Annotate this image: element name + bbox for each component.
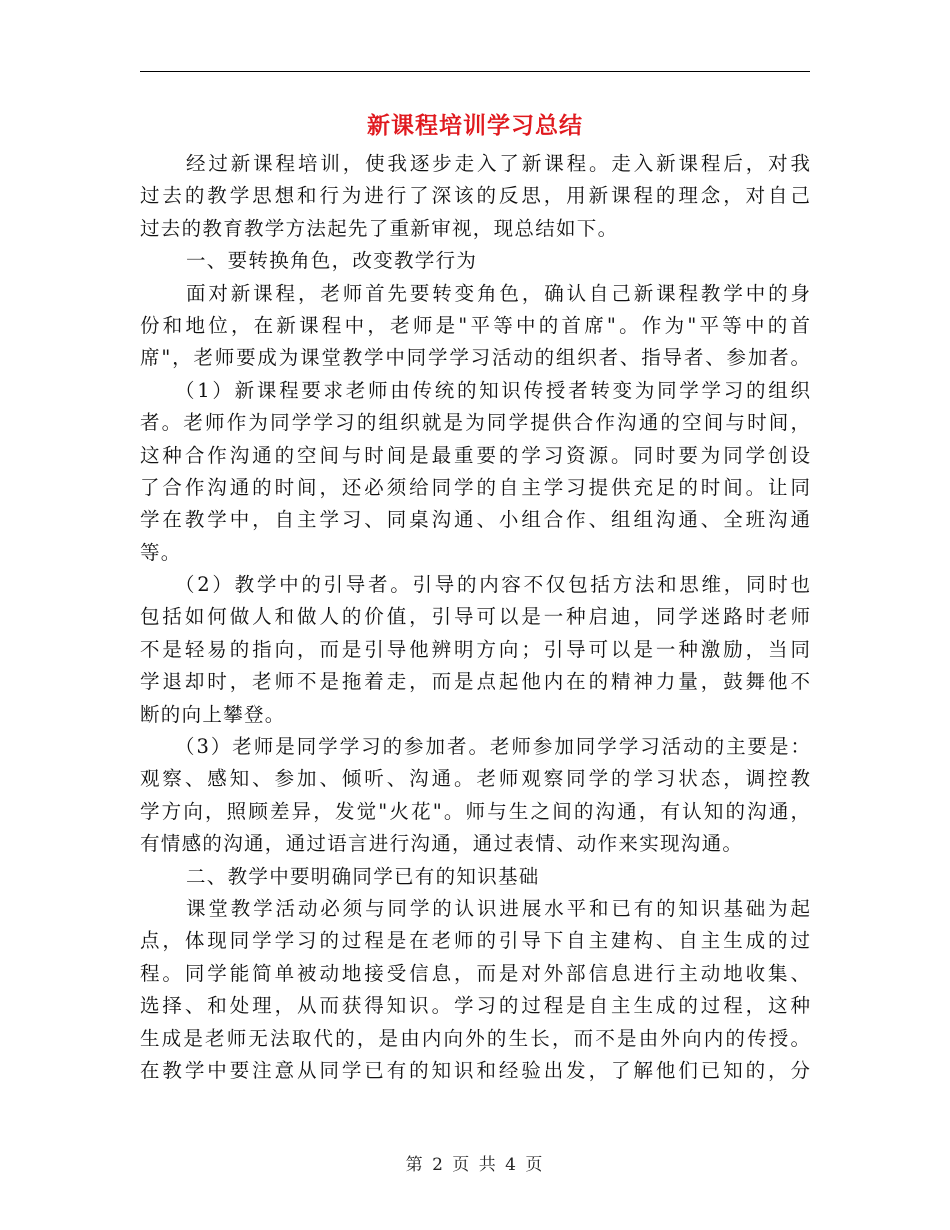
text-line: 程。同学能简单被动地接受信息，而是对外部信息进行主动地收集、 (140, 961, 810, 985)
page-number: 第 2 页 共 4 页 (405, 1155, 545, 1175)
text-line: 生成是老师无法取代的，是由内向外的生长，而不是由外向内的传授。 (140, 1026, 810, 1050)
text-line: 有情感的沟通，通过语言进行沟通，通过表情、动作来实现沟通。 (140, 832, 744, 856)
text-line: （2）教学中的引导者。引导的内容不仅包括方法和思维，同时也 (175, 573, 810, 597)
text-line: 过去的教育教学方法起先了重新审视，现总结如下。 (140, 216, 619, 240)
text-line: 观察、感知、参加、倾听、沟通。老师观察同学的学习状态，调控教 (140, 767, 810, 791)
header-rule (140, 71, 810, 72)
text-line: （3）老师是同学学习的参加者。老师参加同学学习活动的主要是： (175, 735, 810, 759)
text-line: 等。 (140, 540, 182, 564)
text-line: 点，体现同学学习的过程是在老师的引导下自主建构、自主生成的过 (140, 929, 810, 953)
section-heading: 二、教学中要明确同学已有的知识基础 (186, 864, 540, 888)
text-line: 不是轻易的指向，而是引导他辨明方向；引导可以是一种激励，当同 (140, 637, 810, 661)
text-line: 了合作沟通的时间，还必须给同学的自主学习提供充足的时间。让同 (140, 475, 810, 499)
text-line: 包括如何做人和做人的价值，引导可以是一种启迪，同学迷路时老师 (140, 605, 810, 629)
document-title: 新课程培训学习总结 (367, 112, 583, 139)
text-line: 课堂教学活动必须与同学的认识进展水平和已有的知识基础为起 (186, 896, 810, 920)
text-line: 选择、和处理，从而获得知识。学习的过程是自主生成的过程，这种 (140, 994, 810, 1018)
text-line: 面对新课程，老师首先要转变角色，确认自己新课程教学中的身 (186, 281, 810, 305)
text-line: 断的向上攀登。 (140, 702, 286, 726)
text-line: 经过新课程培训，使我逐步走入了新课程。走入新课程后，对我 (186, 152, 810, 175)
text-line: 份和地位，在新课程中，老师是"平等中的首席"。作为"平等中的首 (140, 313, 810, 337)
section-heading: 一、要转换角色，改变教学行为 (186, 249, 478, 273)
text-line: （1）新课程要求老师由传统的知识传授者转变为同学学习的组织 (175, 378, 810, 402)
document-body (140, 148, 810, 1087)
text-line: 者。老师作为同学学习的组织就是为同学提供合作沟通的空间与时间， (140, 411, 810, 435)
text-line: 在教学中要注意从同学已有的知识和经验出发，了解他们已知的，分 (140, 1058, 810, 1082)
text-line: 过去的教学思想和行为进行了深该的反思，用新课程的理念，对自己 (140, 184, 810, 208)
text-line: 席"，老师要成为课堂教学中同学学习活动的组织者、指导者、参加者。 (140, 346, 810, 370)
text-line: 学方向，照顾差异，发觉"火花"。师与生之间的沟通，有认知的沟通， (140, 799, 810, 823)
text-line: 学在教学中，自主学习、同桌沟通、小组合作、组组沟通、全班沟通 (140, 508, 810, 532)
text-line: 学退却时，老师不是拖着走，而是点起他内在的精神力量，鼓舞他不 (140, 670, 810, 694)
text-line: 这种合作沟通的空间与时间是最重要的学习资源。同时要为同学创设 (140, 443, 810, 467)
